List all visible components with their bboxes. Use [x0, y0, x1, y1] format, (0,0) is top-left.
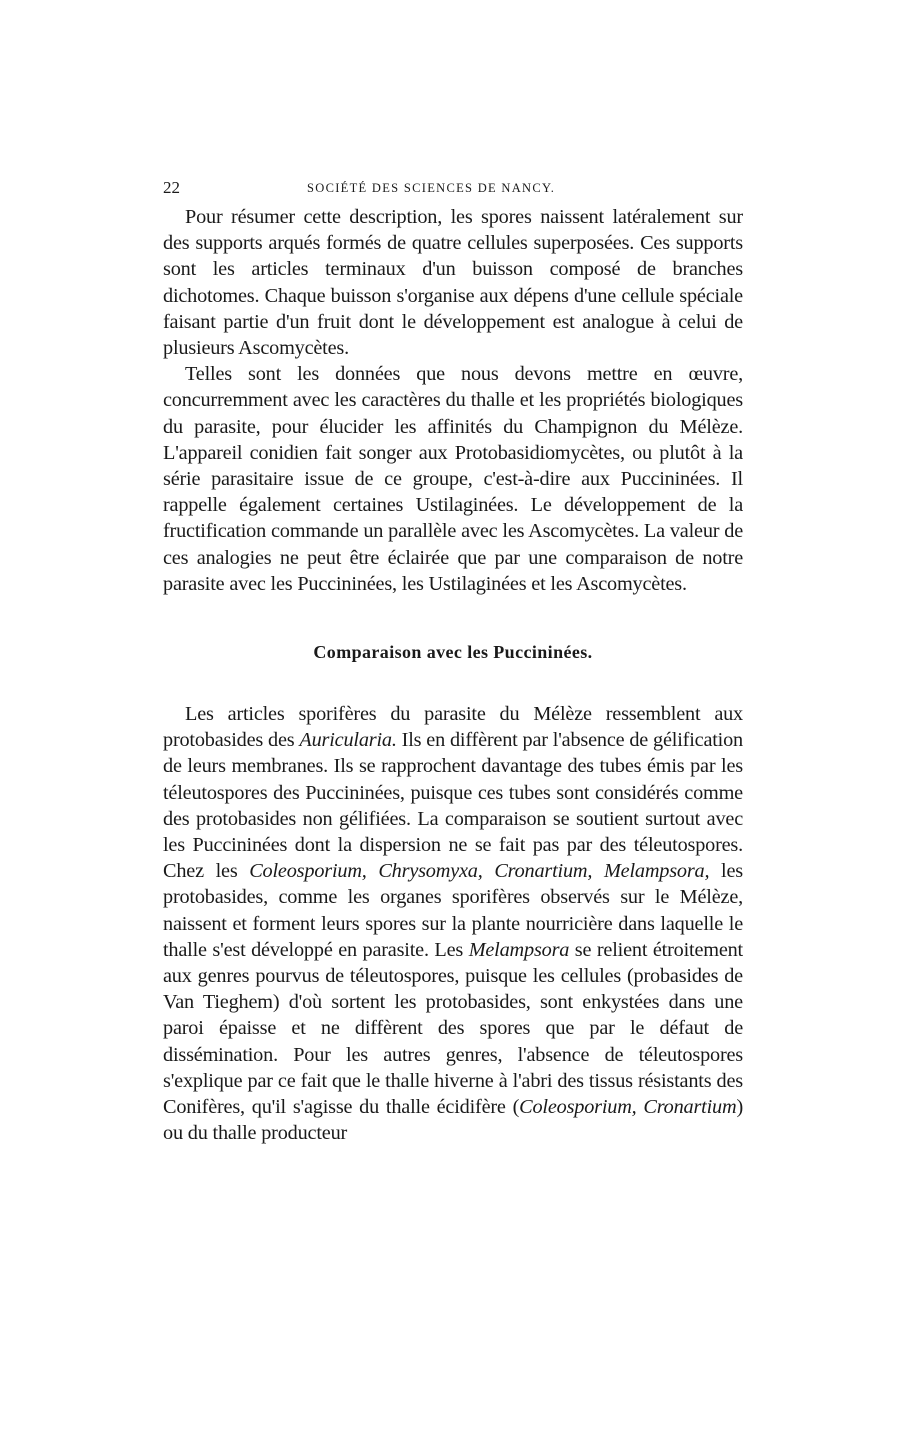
text-run: ) ou du thalle producteur [163, 1096, 743, 1145]
page-number: 22 [163, 178, 180, 197]
text-run: Les articles sporifères du parasite du Mélèze ressemblent aux protobasides des [163, 703, 743, 752]
text-run: se relient étroitement aux genres pourvus de téleutospores, puisque les cellules (probasides de Van Tieghem) d'où sortent les protobasides, sont enkystées dans une paroi épaisse et ne diffèrent des spores que par le défaut de dissémination. Pour les autres genres, l'absence de téleutospores s'explique par ce fait que le thalle hiverne à l'abri des tissus résistants des Conifères, qu'il s'agisse du thalle écidifère ( [163, 938, 743, 1119]
paragraph-comparison [163, 701, 743, 1146]
text-run: les protobasides, comme les organes sporifères observés sur le Mélèze, naissent et forment leurs spores sur la plante nourricière dans laquelle le thalle s'est développé en parasite. Les [163, 860, 743, 961]
running-head [163, 178, 743, 204]
paragraph-affinities: Telles sont les données que nous devons mettre en œuvre, concurremment avec les caractères du thalle et les propriétés biologiques du parasite, pour élucider les affinités du Champignon du Mélèze. L'appareil conidien fait songer aux Protobasidiomycètes, ou plutôt à la série parasitaire issue de ce groupe, c'est-à-dire aux Puccininées. Il rappelle également certaines Ustilaginées. Le développement de la fructification commande un parallèle avec les Ascomycètes. La valeur de ces analogies ne peut être éclairée que par une comparaison de notre parasite avec les Puccininées, les Ustilaginées et les Ascomycètes. [163, 363, 743, 595]
book-page [163, 178, 743, 1147]
section-spacer [163, 597, 743, 642]
section-heading: Comparaison avec les Puccininées. [313, 642, 593, 663]
italic-taxon: Melampsora [468, 938, 570, 961]
italic-taxon: Auricularia. [299, 729, 397, 752]
italic-taxon: Coleosporium, Chrysomyxa, Cronartium, Melampsora, [249, 860, 710, 883]
section-spacer [163, 663, 743, 701]
italic-taxon: Coleosporium, Cronartium [519, 1096, 737, 1119]
text-run: Ils en diffèrent par l'absence de gélification de leurs membranes. Ils se rapprochent davantage des tubes émis par les téleutospores des Puccininées, puisque ces tubes sont considérés comme des protobasides non gélifiées. La comparaison se soutient surtout avec les Puccininées dont la dispersion ne se fait pas par des téleutospores. Chez les [163, 729, 743, 883]
journal-title: SOCIÉTÉ DES SCIENCES DE NANCY. [307, 181, 556, 195]
paragraph-summary: Pour résumer cette description, les spores naissent latéralement sur des supports arqués formés de quatre cellules superposées. Ces supports sont les articles terminaux d'un buisson composé de branches dichotomes. Chaque buisson s'organise aux dépens d'une cellule spéciale faisant partie d'un fruit dont le développement est analogue à celui de plusieurs Ascomycètes. [163, 206, 743, 360]
